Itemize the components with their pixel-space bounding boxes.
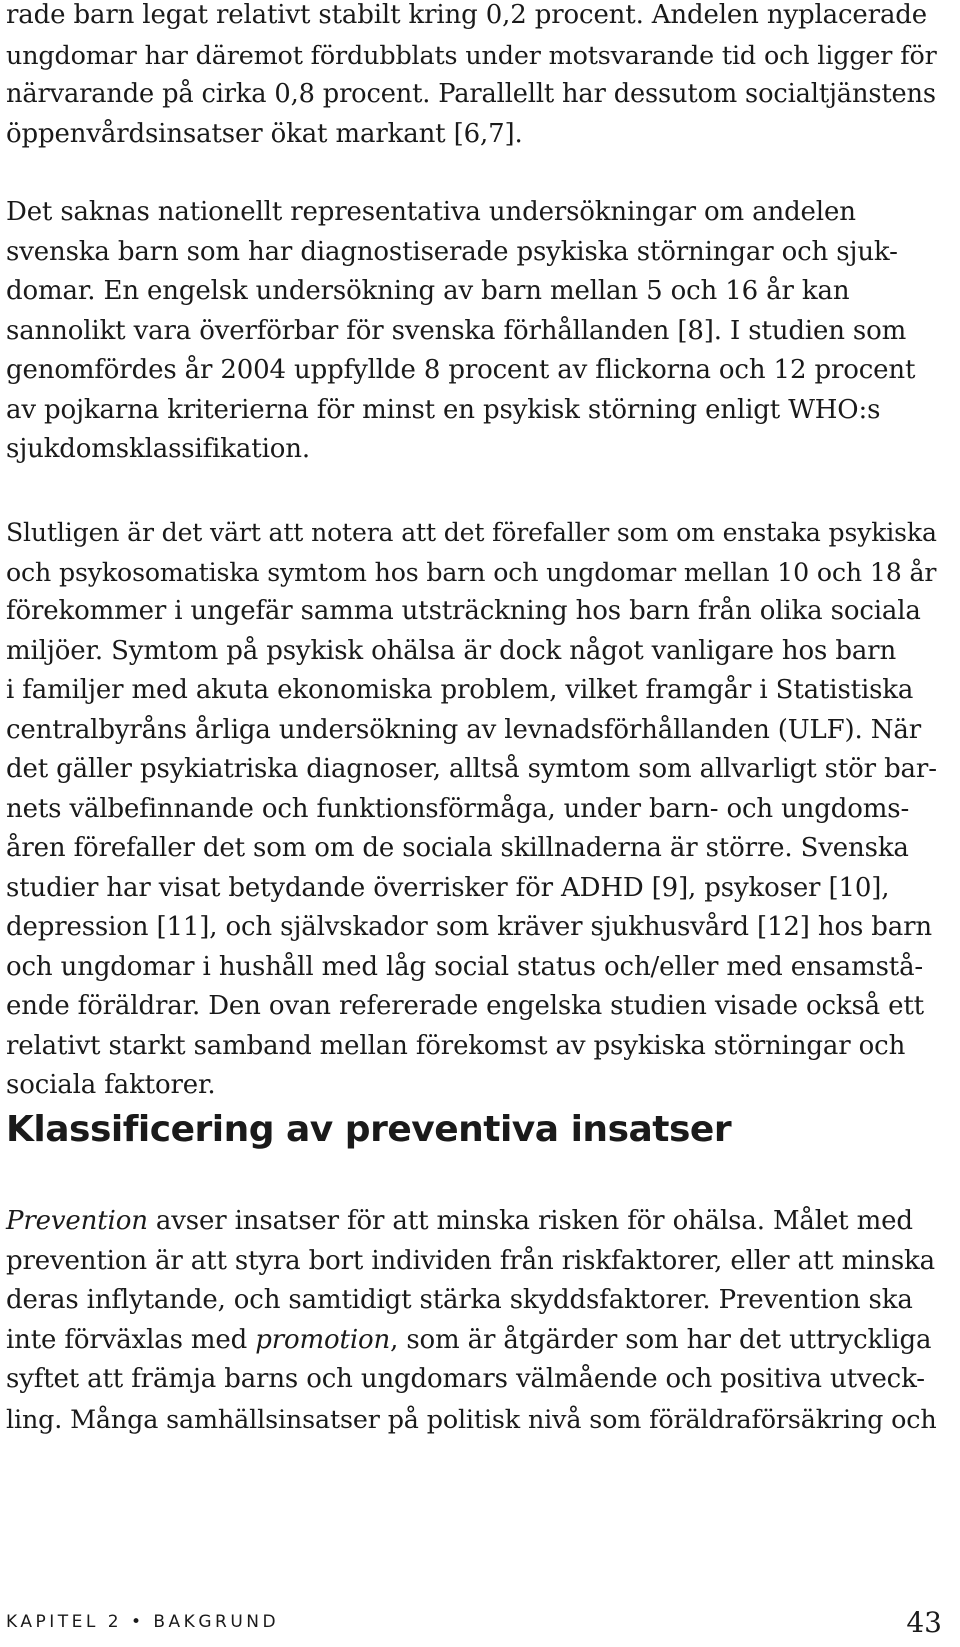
text-line: nets välbefinnande och funktionsförmåga, under barn- och ungdoms-: [6, 793, 910, 824]
text-line: ungdomar har däremot fördubblats under motsvarande tid och ligger för: [6, 39, 937, 70]
text-line: relativt starkt samband mellan förekomst av psykiska störningar och: [6, 1030, 906, 1061]
text-line: sannolikt vara överförbar för svenska förhållanden [8]. I studien som: [6, 315, 907, 346]
text-line: närvarande på cirka 0,8 procent. Parallellt har dessutom socialtjänstens: [6, 79, 936, 109]
text-line: Det saknas nationellt representativa undersökningar om andelen: [6, 197, 856, 227]
text-line: centralbyråns årliga undersökning av levnadsförhållanden (ULF). När: [6, 714, 921, 745]
text-line: och ungdomar i hushåll med låg social status och/eller med ensamstå-: [6, 951, 924, 982]
text-line: [6, 1202, 937, 1242]
text-line: [6, 1321, 937, 1361]
text-line: genomfördes år 2004 uppfyllde 8 procent av flickorna och 12 procent: [6, 355, 916, 385]
text-line: ende föräldrar. Den ovan refererade engelska studien visade också ett: [6, 991, 924, 1021]
text-fragment: inte förväxlas med: [6, 1324, 256, 1355]
text-fragment: , som är åtgärder som har det uttryckliga: [390, 1324, 932, 1355]
chapter-label: KAPITEL 2 • BAKGRUND: [6, 1612, 280, 1632]
text-line: svenska barn som har diagnostiserade psykiska störningar och sjuk-: [6, 236, 898, 267]
page-footer: [6, 1608, 942, 1640]
text-line: studier har visat betydande överrisker för ADHD [9], psykoser [10],: [6, 872, 890, 903]
paragraph-social-differences: [6, 513, 937, 1106]
text-line: åren förefaller det som om de sociala skillnaderna är större. Svenska: [6, 833, 909, 863]
paragraph-prevention: [6, 1202, 937, 1439]
section-heading: Klassificering av preventiva insatser: [6, 1109, 732, 1150]
text-line: och psykosomatiska symtom hos barn och ungdomar mellan 10 och 18 år: [6, 557, 937, 587]
text-fragment: avser insatser för att minska risken för ohälsa. Målet med: [147, 1206, 913, 1236]
paragraph-foster-care: [6, 0, 937, 154]
text-line: i familjer med akuta ekonomiska problem, vilket framgår i Statistiska: [6, 675, 914, 705]
text-line: av pojkarna kriterierna för minst en psykisk störning enligt WHO:s: [6, 394, 881, 425]
text-line: depression [11], och självskador som kräver sjukhusvård [12] hos barn: [6, 912, 933, 942]
text-line: Slutligen är det värt att notera att det förefaller som om enstaka psykiska: [6, 518, 937, 547]
text-line: miljöer. Symtom på psykisk ohälsa är dock något vanligare hos barn: [6, 635, 897, 666]
text-line: ling. Många samhällsinsatser på politisk nivå som föräldraförsäkring och: [6, 1403, 937, 1434]
text-line: rade barn legat relativt stabilt kring 0,2 procent. Andelen nyplacerade: [6, 0, 928, 30]
text-line: öppenvårdsinsatser ökat markant [6,7].: [6, 118, 523, 149]
text-line: prevention är att styra bort individen från riskfaktorer, eller att minska: [6, 1245, 936, 1276]
text-line: syftet att främja barns och ungdomars välmående och positiva utveck-: [6, 1364, 925, 1394]
term-prevention: Prevention: [6, 1206, 148, 1236]
term-promotion: promotion: [255, 1324, 391, 1355]
paragraph-diagnoses: [6, 193, 915, 470]
text-line: förekommer i ungefär samma utsträckning hos barn från olika sociala: [6, 596, 921, 626]
text-line: det gäller psykiatriska diagnoser, alltså symtom som allvarligt stör bar-: [6, 754, 937, 784]
page-number: 43: [906, 1606, 942, 1639]
text-line: deras inflytande, och samtidigt stärka skyddsfaktorer. Prevention ska: [6, 1285, 913, 1315]
text-line: sociala faktorer.: [6, 1070, 216, 1100]
text-line: sjukdomsklassifikation.: [6, 434, 310, 464]
text-line: domar. En engelsk undersökning av barn mellan 5 och 16 år kan: [6, 276, 850, 306]
